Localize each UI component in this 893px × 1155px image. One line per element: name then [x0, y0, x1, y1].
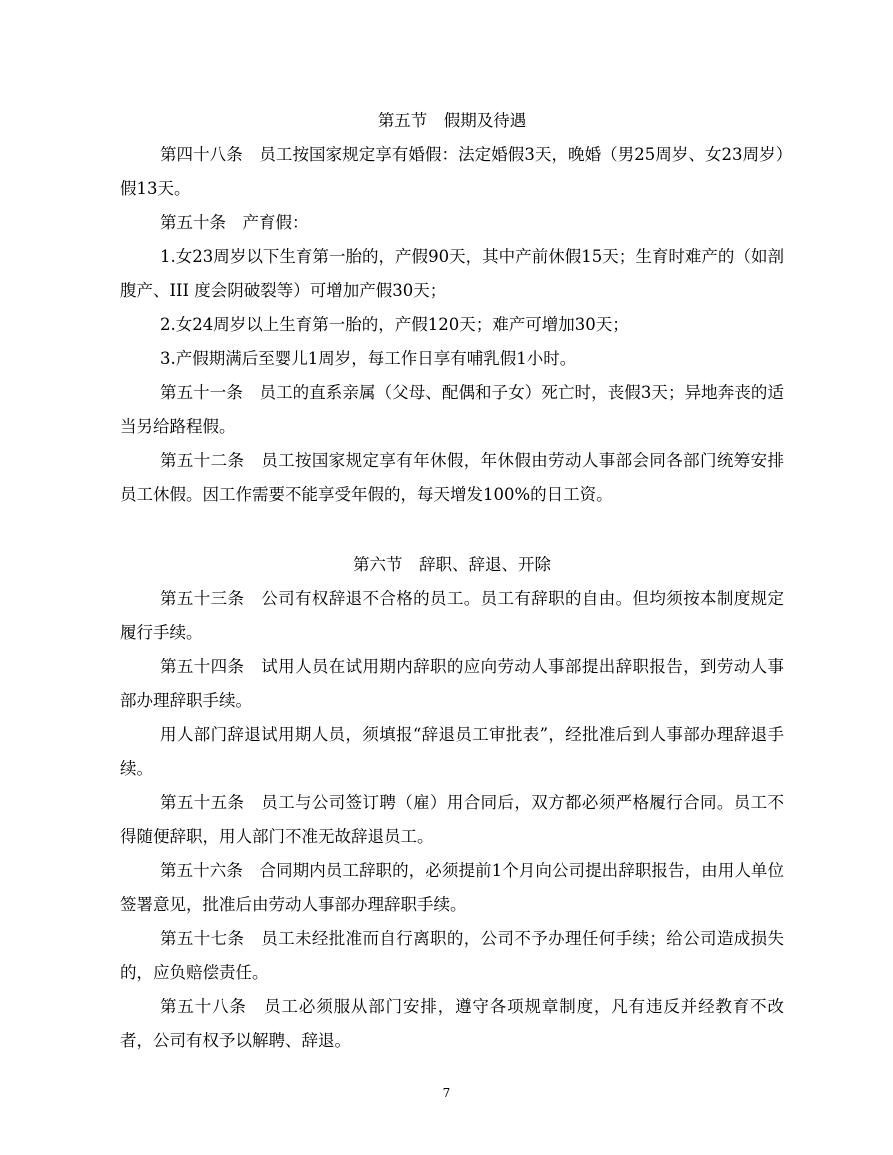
- article-56: 第五十六条 合同期内员工辞职的，必须提前1个月向公司提出辞职报告，由用人单位签署意见，批准后由劳动人事部办理辞职手续。: [120, 861, 784, 914]
- article-50-item-2: 2.女24周岁以上生育第一胎的，产假120天；难产可增加30天；: [160, 315, 629, 334]
- section-6: [120, 548, 784, 1058]
- article-57: 第五十七条 员工未经批准而自行离职的，公司不予办理任何手续；给公司造成损失的，应负赔偿责任。: [120, 929, 784, 982]
- article-52: 第五十二条 员工按国家规定享有年休假，年休假由劳动人事部会同各部门统筹安排员工休假。因工作需要不能享受年假的，每天增发100%的日工资。: [120, 451, 784, 504]
- article-58: 第五十八条 员工必须服从部门安排，遵守各项规章制度，凡有违反并经教育不改者，公司有权予以解聘、辞退。: [120, 997, 784, 1050]
- section-5: [120, 104, 784, 512]
- section-title: 第五节 假期及待遇: [377, 111, 527, 130]
- article-55: 第五十五条 员工与公司签订聘（雇）用合同后，双方都必须严格履行合同。员工不得随便辞职，用人部门不准无故辞退员工。: [120, 793, 784, 846]
- article-54: 第五十四条 试用人员在试用期内辞职的应向劳动人事部提出辞职报告，到劳动人事部办理辞职手续。: [120, 657, 784, 710]
- article-48: 第四十八条 员工按国家规定享有婚假：法定婚假3天，晚婚（男25周岁、女23周岁）假13天。: [120, 145, 784, 198]
- article-50: 第五十条 产育假：: [160, 213, 309, 232]
- page-content: [120, 104, 784, 1058]
- section-title: 第六节 辞职、辞退、开除: [353, 555, 551, 574]
- article-53: 第五十三条 公司有权辞退不合格的员工。员工有辞职的自由。但均须按本制度规定履行手续。: [120, 589, 784, 642]
- article-50-item-3: 3.产假期满后至婴儿1周岁，每工作日享有哺乳假1小时。: [160, 349, 577, 368]
- section-spacer: [120, 512, 784, 548]
- article-51: 第五十一条 员工的直系亲属（父母、配偶和子女）死亡时，丧假3天；异地奔丧的适当另给路程假。: [120, 383, 784, 436]
- article-54-supplement: 用人部门辞退试用期人员，须填报“辞退员工审批表”，经批准后到人事部办理辞退手续。: [120, 725, 784, 778]
- article-50-item-1: 1.女23周岁以下生育第一胎的，产假90天，其中产前休假15天；生育时难产的（如剖腹产、III 度会阴破裂等）可增加产假30天；: [120, 247, 784, 300]
- page-number: 7: [442, 1086, 451, 1100]
